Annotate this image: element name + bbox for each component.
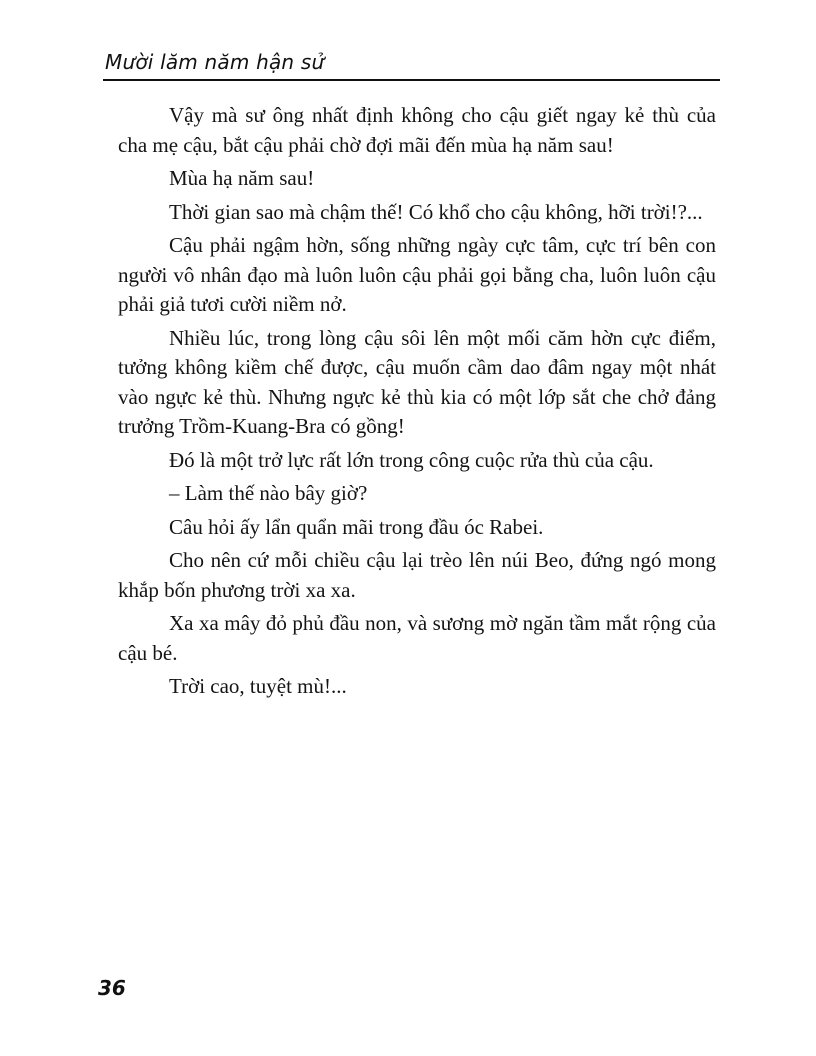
paragraph: Trời cao, tuyệt mù!... xyxy=(169,674,347,698)
paragraph: Câu hỏi ấy lẩn quẩn mãi trong đầu óc Rabei. xyxy=(169,514,544,539)
header-rule xyxy=(103,79,720,81)
paragraph: Đó là một trở lực rất lớn trong công cuộc rửa thù của cậu. xyxy=(169,447,654,472)
paragraph: Cho nên cứ mỗi chiều cậu lại trèo lên núi Beo, đứng ngó mong khắp bốn phương trời xa xa. xyxy=(118,548,716,602)
body-text xyxy=(118,101,716,702)
paragraph: Xa xa mây đỏ phủ đầu non, và sương mờ ngăn tầm mắt rộng của cậu bé. xyxy=(118,611,716,665)
paragraph: Cậu phải ngậm hờn, sống những ngày cực tâm, cực trí bên con người vô nhân đạo mà luôn luôn cậu phải gọi bằng cha, luôn luôn cậu phải giả tươi cười niềm nở. xyxy=(118,233,716,316)
paragraph: Nhiều lúc, trong lòng cậu sôi lên một mối căm hờn cực điểm, tưởng không kiềm chế được, cậu muốn cầm dao đâm ngay một nhát vào ngực kẻ thù. Nhưng ngực kẻ thù kia có một lớp sắt che chở đảng trưởng Trồm-Kuang-Bra có gồng! xyxy=(118,325,716,438)
dialogue-line: – Làm thế nào bây giờ? xyxy=(169,481,368,505)
page-number: 36 xyxy=(98,976,126,1000)
paragraph: Thời gian sao mà chậm thế! Có khổ cho cậu không, hỡi trời!?... xyxy=(169,199,703,224)
paragraph: Mùa hạ năm sau! xyxy=(169,166,315,190)
running-title: Mười lăm năm hận sử xyxy=(105,50,325,74)
paragraph: Vậy mà sư ông nhất định không cho cậu giết ngay kẻ thù của cha mẹ cậu, bắt cậu phải chờ đợi mãi đến mùa hạ năm sau! xyxy=(118,103,716,157)
